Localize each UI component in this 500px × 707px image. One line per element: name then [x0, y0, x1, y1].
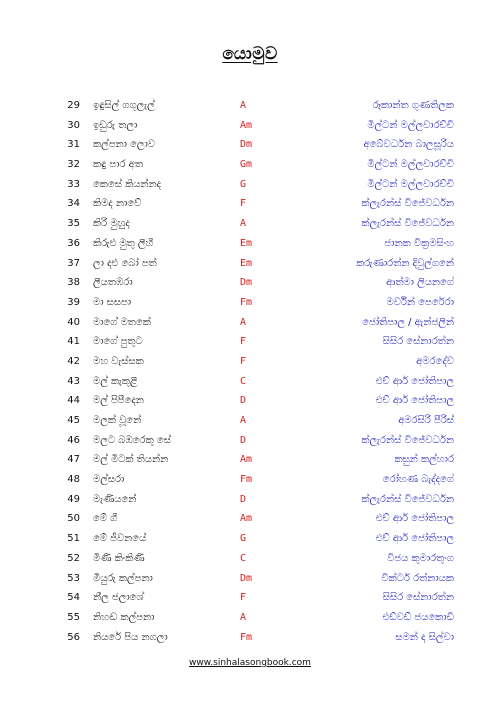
- song-artist: රෝහණ බැද්දගේ: [382, 474, 454, 486]
- song-title: නිහඬ කල්පනා: [93, 611, 155, 623]
- song-chord: F: [240, 355, 247, 367]
- song-artist: ජෝතිපාල / ඇන්ජලින්: [362, 316, 454, 328]
- song-row[interactable]: [0, 509, 500, 529]
- song-row[interactable]: [0, 254, 500, 274]
- song-title: මා සසපා: [93, 296, 132, 308]
- page-title: යොමුව: [222, 44, 278, 64]
- song-artist: කරුණාරත්න දිවුල්ගනේ: [356, 257, 454, 269]
- song-chord: Dm: [240, 277, 253, 289]
- song-index-list: [0, 96, 500, 647]
- song-artist: ක්ලැරන්ස් විජේවර්ධන: [361, 218, 454, 230]
- song-number: 46: [67, 434, 80, 446]
- song-artist: විජය කුමාරතුංග: [387, 552, 454, 564]
- song-chord: A: [240, 415, 247, 426]
- song-artist: මිල්ටන් මල්ලවාරච්චි: [367, 159, 454, 171]
- song-artist: මිල්ටන් මල්ලවාරච්චි: [367, 119, 454, 131]
- song-title: ඉඳුසිල් ගගුලැල්: [93, 100, 155, 111]
- song-artist: අබේවර්ධන බාලසූරිය: [363, 139, 454, 151]
- song-title: කෙසේ කියන්නද: [93, 178, 162, 190]
- song-row[interactable]: [0, 332, 500, 352]
- song-row[interactable]: [0, 569, 500, 589]
- song-number: 32: [67, 159, 80, 171]
- song-number: 29: [67, 100, 80, 111]
- song-row[interactable]: [0, 411, 500, 431]
- song-chord: Dm: [240, 572, 253, 584]
- song-number: 52: [67, 552, 80, 564]
- song-chord: Em: [240, 257, 253, 269]
- song-number: 35: [67, 218, 80, 230]
- song-artist: ආත්මා ලියනගේ: [386, 277, 454, 289]
- song-chord: C: [240, 375, 247, 387]
- song-chord: Fm: [240, 474, 253, 486]
- song-chord: D: [240, 395, 247, 407]
- song-chord: Dm: [240, 139, 253, 151]
- song-chord: Fm: [240, 296, 253, 308]
- song-row[interactable]: [0, 175, 500, 195]
- song-artist: එඩ්වඩ් ජයකොඩි: [382, 611, 454, 623]
- song-number: 56: [67, 631, 80, 643]
- song-chord: Am: [240, 454, 253, 466]
- song-title: නීල ජලාශේ: [93, 592, 144, 604]
- song-row[interactable]: [0, 194, 500, 214]
- song-artist: සිසිර සේනාරත්න: [382, 336, 454, 348]
- song-row[interactable]: [0, 372, 500, 392]
- song-title: මැණියනේ: [93, 493, 137, 505]
- song-row[interactable]: [0, 628, 500, 648]
- song-artist: ක්ලැරන්ස් විජේවර්ධන: [361, 493, 454, 505]
- song-number: 50: [67, 513, 80, 525]
- song-title: මිණි කිංකිණි: [93, 552, 145, 564]
- song-row[interactable]: [0, 273, 500, 293]
- song-row[interactable]: [0, 234, 500, 254]
- song-artist: මිල්ටන් මල්ලවාරච්චි: [367, 178, 454, 190]
- song-row[interactable]: [0, 529, 500, 549]
- song-number: 39: [67, 296, 80, 308]
- song-row[interactable]: [0, 214, 500, 234]
- song-title: මල් මිටක් තියන්න: [93, 454, 169, 466]
- song-number: 38: [67, 277, 80, 289]
- song-chord: Em: [240, 237, 253, 249]
- song-title: කිරුළු මුතු ලීහී: [93, 237, 154, 249]
- song-number: 42: [67, 355, 80, 367]
- song-number: 53: [67, 572, 80, 584]
- song-row[interactable]: [0, 490, 500, 510]
- song-artist: අමරසිරි පීරිස්: [398, 415, 454, 426]
- song-artist: කසුන් කල්හාර: [394, 454, 454, 466]
- song-number: 51: [67, 533, 80, 545]
- song-title: මේ ජීවනයේ: [93, 533, 147, 545]
- song-row[interactable]: [0, 155, 500, 175]
- song-row[interactable]: [0, 450, 500, 470]
- song-number: 34: [67, 198, 80, 210]
- song-title: මාගේ මතකේ: [93, 316, 151, 328]
- song-artist: මර්වින් පෙරේරා: [386, 296, 454, 308]
- song-number: 40: [67, 316, 80, 328]
- song-row[interactable]: [0, 391, 500, 411]
- song-artist: ජානක වික්‍රමසිංහ: [384, 237, 454, 249]
- song-artist: සමන් ද සිල්වා: [395, 631, 454, 643]
- song-title: නියරේ පිය නගලා: [93, 631, 168, 643]
- song-chord: F: [240, 198, 247, 210]
- song-artist: ක්ලැරන්ස් විජේවර්ධන: [361, 198, 454, 210]
- song-chord: Fm: [240, 631, 253, 643]
- song-row[interactable]: [0, 549, 500, 569]
- song-number: 33: [67, 178, 80, 190]
- song-row[interactable]: [0, 96, 500, 116]
- song-row[interactable]: [0, 116, 500, 136]
- song-number: 41: [67, 336, 80, 348]
- song-title: කිරි මුහුද: [93, 218, 130, 230]
- song-number: 54: [67, 592, 80, 604]
- song-title: ලීයතඹරා: [93, 277, 133, 289]
- song-title: මේ ගී: [93, 513, 118, 525]
- song-chord: F: [240, 336, 247, 348]
- song-row[interactable]: [0, 608, 500, 628]
- song-chord: Gm: [240, 159, 253, 171]
- song-number: 36: [67, 237, 80, 249]
- song-artist: සිසිර සේනාරත්න: [382, 592, 454, 604]
- song-number: 31: [67, 139, 80, 151]
- song-chord: C: [240, 552, 247, 564]
- song-title: මාගේ පුතුට: [93, 336, 143, 348]
- song-title: කිමද නාවේ: [93, 198, 142, 210]
- song-row[interactable]: [0, 135, 500, 155]
- song-number: 55: [67, 611, 80, 623]
- song-artist: අමරදේව: [416, 355, 454, 367]
- song-number: 48: [67, 474, 80, 486]
- song-title: මල් පිපීදෙන: [93, 395, 144, 407]
- song-chord: D: [240, 434, 247, 446]
- song-artist: රූකාන්ත ගුණතිලක: [372, 100, 454, 111]
- song-row[interactable]: [0, 470, 500, 490]
- song-title: මල් කැකුළී: [93, 375, 138, 387]
- song-artist: ක්ලැරන්ස් විජේවර්ධන: [361, 434, 454, 446]
- song-number: 47: [67, 454, 80, 466]
- song-title: ඉඩුරු තලා: [93, 119, 138, 131]
- song-number: 44: [67, 395, 80, 407]
- song-title: මල්සරා: [93, 474, 125, 486]
- song-artist: එච් ආර් ජෝතිපාල: [375, 395, 454, 407]
- song-chord: A: [240, 611, 247, 623]
- song-title: මලට බඹරෙකු සේ: [93, 434, 171, 446]
- song-number: 45: [67, 415, 80, 426]
- song-row[interactable]: [0, 431, 500, 451]
- song-chord: A: [240, 100, 247, 111]
- song-title: කල්පනා ලොව: [93, 139, 156, 151]
- song-artist: එච් ආර් ජෝතිපාල: [375, 513, 454, 525]
- song-title: මීයුරු කල්පනා: [93, 572, 153, 584]
- song-chord: Am: [240, 119, 253, 131]
- song-row[interactable]: [0, 352, 500, 372]
- song-title: කඳු පාර අත: [93, 159, 143, 171]
- song-title: මලක් වූනේ: [93, 415, 142, 426]
- song-chord: G: [240, 178, 247, 190]
- song-chord: A: [240, 218, 247, 230]
- song-artist: එච් ආර් ජෝතිපාල: [375, 375, 454, 387]
- song-number: 43: [67, 375, 80, 387]
- song-chord: F: [240, 592, 247, 604]
- song-artist: එච් ආර් ජෝතිපාල: [375, 533, 454, 545]
- song-row[interactable]: [0, 588, 500, 608]
- song-chord: Am: [240, 513, 253, 525]
- song-number: 49: [67, 493, 80, 505]
- song-number: 30: [67, 119, 80, 131]
- song-row[interactable]: [0, 313, 500, 333]
- song-artist: වික්ටර් රත්නායක: [381, 572, 454, 584]
- song-title: ලා දළු බෝ පත්: [93, 257, 157, 269]
- song-title: මහ වැස්සක: [93, 355, 144, 367]
- song-number: 37: [67, 257, 80, 269]
- song-chord: D: [240, 493, 247, 505]
- song-row[interactable]: [0, 293, 500, 313]
- song-chord: G: [240, 533, 247, 545]
- song-chord: A: [240, 316, 247, 328]
- footer-website-link[interactable]: www.sinhalasongbook.com: [189, 658, 311, 668]
